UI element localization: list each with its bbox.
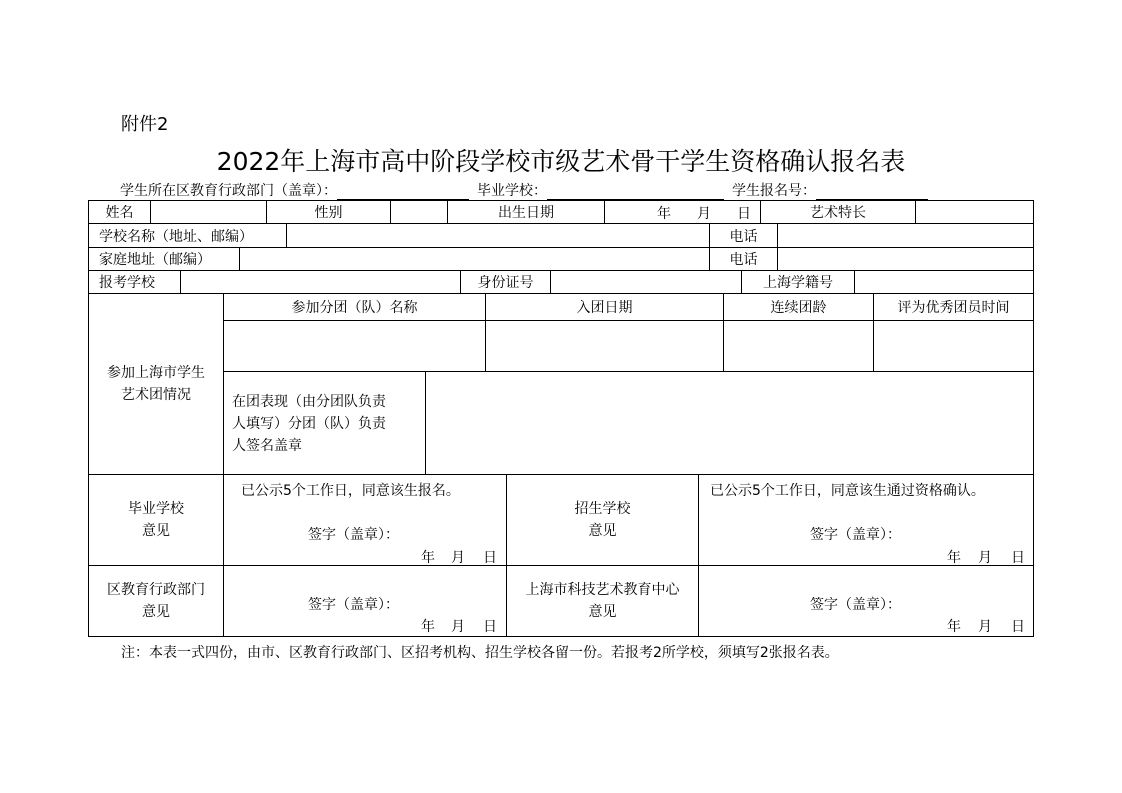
- graduating-school-label: 毕业学校：: [477, 183, 547, 199]
- registration-number-blank[interactable]: [816, 183, 928, 200]
- birth-month-label: 月: [697, 206, 711, 222]
- id-card-field[interactable]: [551, 271, 742, 294]
- shanghai-student-id-field[interactable]: [855, 271, 1034, 294]
- district-education-year-label: 年: [421, 619, 435, 635]
- district-education-signature-label: 签字（盖章）：: [308, 597, 399, 613]
- excellent-member-date-header: 评为优秀团员时间: [874, 294, 1034, 321]
- header-line: [120, 180, 928, 200]
- arts-education-center-opinion-line2: 意见: [588, 604, 617, 620]
- home-phone-label: 电话: [710, 248, 778, 271]
- performance-label-line3: 人签名盖章: [232, 438, 302, 454]
- art-specialty-label: 艺术特长: [761, 201, 916, 224]
- page-title: 2022年上海市高中阶段学校市级艺术骨干学生资格确认报名表: [216, 147, 906, 176]
- art-specialty-field[interactable]: [916, 201, 1034, 224]
- district-education-day-label: 日: [483, 619, 497, 635]
- admitting-school-opinion-line2: 意见: [588, 523, 617, 539]
- district-education-month-label: 月: [451, 619, 465, 635]
- footnote: 注：本表一式四份，由市、区教育行政部门、区招考机构、招生学校各留一份。若报考2所学校，须填写2张报名表。: [121, 645, 839, 661]
- arts-education-center-year-label: 年: [947, 619, 961, 635]
- school-phone-field[interactable]: [778, 224, 1034, 248]
- name-label: 姓名: [89, 201, 151, 224]
- join-date-field[interactable]: [486, 321, 724, 372]
- graduating-school-signature-label: 签字（盖章）：: [308, 527, 399, 543]
- arts-education-center-opinion-line1: 上海市科技艺术教育中心: [525, 582, 680, 598]
- graduating-school-opinion-line2: 意见: [142, 523, 170, 539]
- join-date-header: 入团日期: [486, 294, 724, 321]
- graduating-school-opinion-label: [89, 475, 224, 566]
- membership-years-header: 连续团龄: [724, 294, 874, 321]
- membership-years-field[interactable]: [724, 321, 874, 372]
- graduating-school-opinion-line1: 毕业学校: [128, 501, 184, 517]
- performance-label: [224, 372, 426, 475]
- admitting-school-opinion-line1: 招生学校: [574, 501, 631, 517]
- excellent-member-date-field[interactable]: [874, 321, 1034, 372]
- admitting-school-opinion-label: [507, 475, 699, 566]
- gender-label: 性别: [267, 201, 391, 224]
- attachment-label: 附件2: [121, 114, 169, 135]
- district-education-opinion-line1: 区教育行政部门: [107, 582, 205, 598]
- home-address-label: 家庭地址（邮编）: [89, 248, 240, 271]
- arts-education-center-opinion-label: [507, 566, 699, 637]
- name-field[interactable]: [151, 201, 267, 224]
- troupe-name-header: 参加分团（队）名称: [224, 294, 486, 321]
- applied-school-label: 报考学校: [89, 271, 181, 294]
- home-phone-field[interactable]: [778, 248, 1034, 271]
- shanghai-student-id-label: 上海学籍号: [742, 271, 855, 294]
- troupe-name-field[interactable]: [224, 321, 486, 372]
- performance-label-line2: 人填写）分团（队）负责: [232, 416, 386, 432]
- performance-field[interactable]: [426, 372, 1034, 475]
- troupe-section-label: [89, 294, 224, 475]
- registration-form-table: [88, 200, 1034, 637]
- arts-education-center-day-label: 日: [1011, 619, 1025, 635]
- graduating-school-opinion-field[interactable]: [224, 475, 507, 566]
- troupe-section-label-line2: 艺术团情况: [121, 387, 191, 403]
- troupe-section-label-line1: 参加上海市学生: [107, 365, 205, 381]
- school-name-field[interactable]: [287, 224, 710, 248]
- performance-label-line1: 在团表现（由分团队负责: [232, 394, 386, 410]
- birth-date-field[interactable]: [605, 201, 761, 224]
- registration-number-label: 学生报名号：: [732, 183, 816, 199]
- graduating-school-statement: 已公示5个工作日，同意该生报名。: [241, 483, 460, 499]
- applied-school-field[interactable]: [181, 271, 461, 294]
- admitting-school-statement: 已公示5个工作日，同意该生通过资格确认。: [710, 483, 985, 499]
- admitting-school-year-label: 年: [947, 550, 961, 566]
- id-card-label: 身份证号: [461, 271, 551, 294]
- graduating-school-month-label: 月: [451, 550, 465, 566]
- graduating-school-year-label: 年: [421, 550, 435, 566]
- district-education-opinion-line2: 意见: [142, 604, 170, 620]
- district-stamp-blank[interactable]: [337, 183, 469, 200]
- arts-education-center-opinion-field[interactable]: [699, 566, 1034, 637]
- school-name-label: 学校名称（地址、邮编）: [89, 224, 287, 248]
- birth-day-label: 日: [737, 206, 751, 222]
- gender-field[interactable]: [391, 201, 448, 224]
- arts-education-center-signature-label: 签字（盖章）：: [810, 597, 901, 613]
- home-address-field[interactable]: [240, 248, 710, 271]
- district-education-opinion-field[interactable]: [224, 566, 507, 637]
- district-stamp-label: 学生所在区教育行政部门（盖章）：: [120, 183, 337, 199]
- admitting-school-month-label: 月: [978, 550, 992, 566]
- graduating-school-blank[interactable]: [547, 183, 724, 200]
- graduating-school-day-label: 日: [483, 550, 497, 566]
- admitting-school-signature-label: 签字（盖章）：: [810, 527, 901, 543]
- birth-year-label: 年: [657, 206, 671, 222]
- admitting-school-day-label: 日: [1011, 550, 1025, 566]
- arts-education-center-month-label: 月: [978, 619, 992, 635]
- district-education-opinion-label: [89, 566, 224, 637]
- birth-date-label: 出生日期: [448, 201, 605, 224]
- admitting-school-opinion-field[interactable]: [699, 475, 1034, 566]
- school-phone-label: 电话: [710, 224, 778, 248]
